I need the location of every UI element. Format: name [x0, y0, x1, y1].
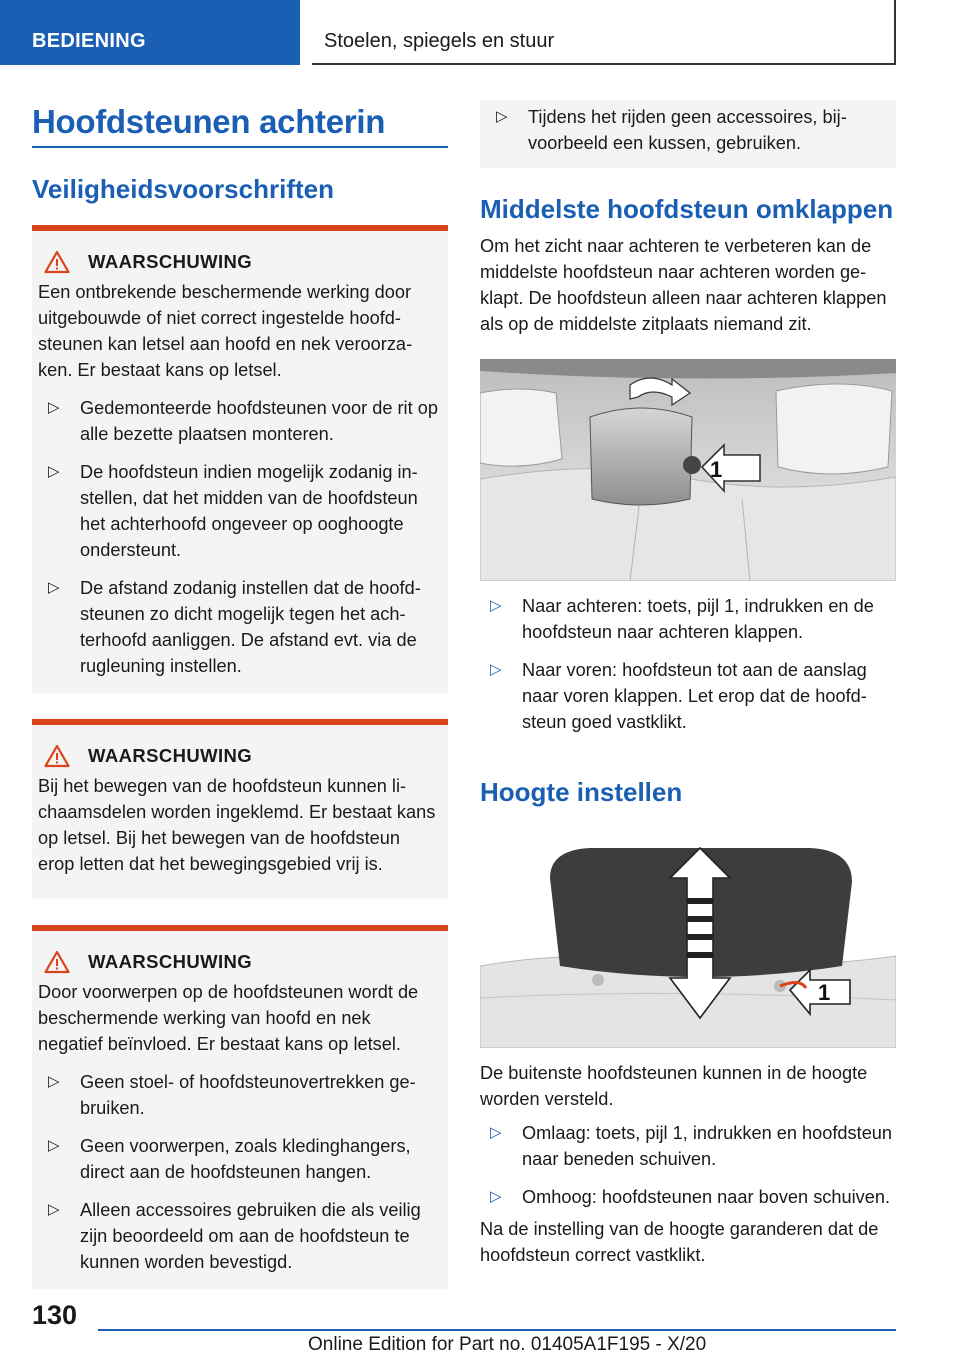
list-item: ▷ Naar achteren: toets, pijl 1, indrukken en de hoofdsteun naar achteren klappen. — [480, 593, 896, 645]
list-item: ▷ Naar voren: hoofdsteun tot aan de aanslag naar voren klappen. Let erop dat de hoofdsteun goed vastklikt. — [480, 657, 896, 735]
bullet-triangle-icon: ▷ — [490, 661, 502, 678]
warning-title: WAARSCHUWING — [88, 951, 253, 972]
section-tab: BEDIENING — [0, 0, 300, 65]
bullet-triangle-icon: ▷ — [48, 1137, 60, 1154]
list-item: ▷ Geen voorwerpen, zoals kledinghangers, direct aan de hoofdsteunen hangen. — [38, 1133, 440, 1185]
section-heading-safety: Veiligheidsvoorschriften — [32, 174, 334, 204]
callout-number: 1 — [710, 457, 723, 482]
bullet-triangle-icon: ▷ — [48, 1201, 60, 1218]
warning-triangle-icon — [44, 250, 70, 274]
edition-footer: Online Edition for Part no. 01405A1F195 - X/20 — [308, 1334, 707, 1355]
warning-bullet-list — [38, 395, 440, 679]
page-title: Hoofdsteunen achterin — [32, 100, 448, 148]
left-column — [32, 100, 448, 1289]
headrest-height-illustration — [480, 838, 896, 1048]
paragraph: Na de instelling van de hoogte garanderen dat de hoofdsteun correct vastklikt. — [480, 1219, 879, 1265]
list-item: ▷ Tijdens het rijden geen accessoires, bijvoorbeeld een kussen, gebruiken. — [486, 104, 888, 156]
rear-seat-illustration — [480, 359, 896, 581]
bullet-triangle-icon: ▷ — [48, 463, 60, 480]
instruction-list — [480, 593, 896, 735]
warning-triangle-icon — [44, 950, 70, 974]
footer-divider — [98, 1329, 896, 1331]
warning-text: Bij het bewegen van de hoofdsteun kunnen lichaamsdelen worden ingeklemd. Er bestaat kans op letsel. Bij het bewegen van de hoofdsteun erop letten dat het bewegingsgebied vrij is. — [38, 776, 436, 874]
warning-text: Door voorwerpen op de hoofdsteunen wordt de beschermende werking van hoofd en nek negatief beïnvloed. Er bestaat kans op letsel. — [38, 982, 419, 1054]
paragraph: De buitenste hoofdsteunen kunnen in de hoogte worden versteld. — [480, 1063, 868, 1109]
warning-triangle-icon — [44, 744, 70, 768]
bullet-triangle-icon: ▷ — [48, 579, 60, 596]
chapter-title: Stoelen, spiegels en stuur — [312, 0, 896, 65]
bullet-triangle-icon: ▷ — [48, 1073, 60, 1090]
list-item: ▷ Omhoog: hoofdsteunen naar boven schuiven. — [480, 1184, 896, 1210]
list-item: ▷ De afstand zodanig instellen dat de hoofdsteunen zo dicht mogelijk tegen het achterhoofd aanliggen. De afstand evt. via de rugleuning instellen. — [38, 575, 440, 679]
figure-rear-seats — [480, 359, 896, 581]
section-heading-height: Hoogte instellen — [480, 777, 683, 807]
list-item: ▷ Geen stoel- of hoofdsteunovertrekken gebruiken. — [38, 1069, 440, 1121]
page-number: 130 — [32, 1300, 78, 1330]
warning-continuation — [480, 100, 896, 168]
list-item: ▷ Gedemonteerde hoofdsteunen voor de rit op alle bezette plaatsen monteren. — [38, 395, 440, 447]
list-item: ▷ Alleen accessoires gebruiken die als veilig zijn beoordeeld om aan de hoofdsteun te kunnen worden bevestigd. — [38, 1197, 440, 1275]
section-heading-fold: Middelste hoofdsteun omklappen — [480, 194, 894, 224]
warning-box — [32, 225, 448, 693]
instruction-list — [480, 1120, 896, 1210]
warning-bullet-list — [38, 1069, 440, 1275]
list-item: ▷ De hoofdsteun indien mogelijk zodanig instellen, dat het midden van de hoofdsteun het achterhoofd ongeveer op ooghoogte ondersteunt. — [38, 459, 440, 563]
warning-box — [32, 719, 448, 899]
warning-text: Een ontbrekende beschermende werking door uitgebouwde of niet correct ingestelde hoofdsteunen kan letsel aan hoofd en nek veroorzaken. Er bestaat kans op letsel. — [38, 282, 413, 380]
right-column — [480, 100, 896, 1268]
bullet-triangle-icon: ▷ — [490, 1124, 502, 1141]
warning-box — [32, 925, 448, 1289]
figure-headrest-height — [480, 838, 896, 1048]
warning-title: WAARSCHUWING — [88, 745, 253, 766]
bullet-triangle-icon: ▷ — [490, 597, 502, 614]
bullet-triangle-icon: ▷ — [490, 1188, 502, 1205]
bullet-triangle-icon: ▷ — [48, 399, 60, 416]
warning-title: WAARSCHUWING — [88, 251, 253, 272]
paragraph: Om het zicht naar achteren te verbeteren kan de middelste hoofdsteun naar achteren worden geklapt. De hoofdsteun alleen naar achteren klappen als op de middelste zitplaats niemand zit. — [480, 236, 887, 334]
bullet-triangle-icon: ▷ — [496, 108, 508, 125]
callout-number: 1 — [818, 980, 831, 1005]
list-item: ▷ Omlaag: toets, pijl 1, indrukken en hoofdsteun naar beneden schuiven. — [480, 1120, 896, 1172]
